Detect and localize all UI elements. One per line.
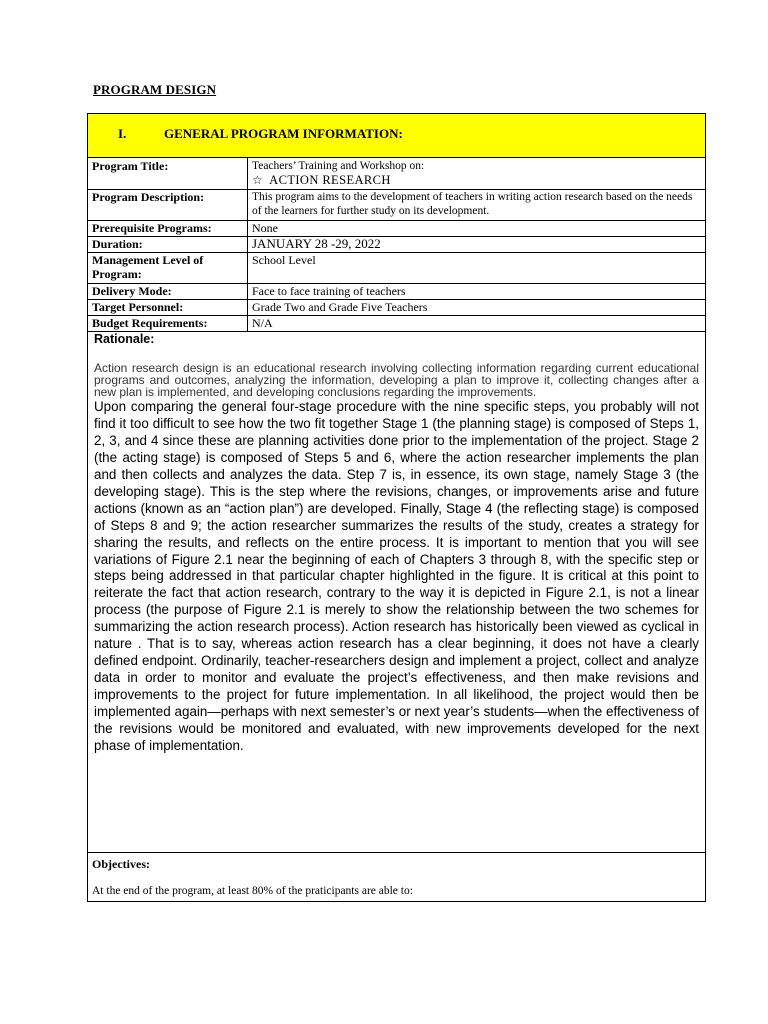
prerequisite-row [88,221,706,237]
rationale-paragraph-1: Action research design is an educational research involving collecting information regarding current educational programs and outcomes, analyzing the information, developing a plan to improve it, collecting changes after a new plan is implemented, and developing conclusions regarding the improvements. [94,361,699,399]
program-title-row [88,158,706,190]
rationale-paragraph-2: Upon comparing the general four-stage procedure with the nine specific steps, you probably will not find it too difficult to see how the two fit together Stage 1 (the planning stage) is composed of Steps 1, 2, 3, and 4 since these are planning activities done prior to the implementation of the project. Stage 2 (the acting stage) is composed of Steps 5 and 6, where the action researcher implements the plan and then collects and analyzes the data. Step 7 is, in essence, its own stage, namely Stage 3 (the developing stage). This is the step where the revisions, changes, or improvements arise and future actions (known as an “action plan”) are developed. Finally, Stage 4 (the reflecting stage) is composed of Steps 8 and 9; the action researcher summarizes the results of the study, creates a strategy for sharing the results, and reflects on the entire process. It is important to mention that you will see variations of Figure 2.1 near the beginning of each of Chapters 3 through 8, with the specific step or steps being addressed in that particular chapter highlighted in the figure. It is critical at this point to reiterate the fact that action research, contrary to the way it is depicted in Figure 2.1, is not a linear process (the purpose of Figure 2.1 is merely to show the relationship between the two schemes for summarizing the action research process). Action research has historically been viewed as cyclical in nature . That is to say, whereas action research has a clear beginning, it does not have a clearly defined endpoint. Ordinarily, teacher-researchers design and implement a project, collect and analyze data in order to monitor and evaluate the project’s effectiveness, and then make revisions and improvements to the project for future implementation. In all likelihood, the project would then be implemented again—perhaps with next semester’s or next year’s students—when the effectiveness of the revisions would be monitored and evaluated, with new improvements developed for the next phase of implementation. [94,399,699,753]
budget-label: Budget Requirements: [88,316,248,332]
objectives-cell [88,853,706,902]
program-title-label: Program Title: [88,158,248,190]
delivery-mode-row [88,284,706,300]
target-personnel-label: Target Personnel: [88,300,248,316]
duration-value: JANUARY 28 -29, 2022 [248,237,706,253]
duration-label: Duration: [88,237,248,253]
program-title-value [248,158,706,190]
program-description-value: This program aims to the development of teachers in writing action research based on the needs of the learners for further study on its development. [248,190,706,221]
objectives-text: At the end of the program, at least 80% of the praticipants are able to: [92,885,413,897]
target-personnel-value: Grade Two and Grade Five Teachers [248,300,706,316]
duration-row [88,237,706,253]
delivery-mode-label: Delivery Mode: [88,284,248,300]
objectives-row [88,853,706,902]
section-title: GENERAL PROGRAM INFORMATION: [164,126,403,141]
rationale-cell [88,332,706,853]
program-info-table [87,113,706,902]
rationale-title: Rationale: [94,332,155,346]
budget-value: N/A [248,316,706,332]
management-level-label: Management Level of Program: [88,253,248,284]
objectives-title: Objectives: [92,857,150,871]
section-number: I. [118,126,127,141]
program-title-line2 [252,173,701,187]
program-title-topic: ACTION RESEARCH [269,173,391,187]
rationale-row [88,332,706,853]
delivery-mode-value: Face to face training of teachers [248,284,706,300]
star-outline-icon: ☆ [252,173,264,187]
prerequisite-label: Prerequisite Programs: [88,221,248,237]
program-description-row [88,190,706,221]
document-heading: PROGRAM DESIGN [93,82,217,97]
program-description-label: Program Description: [88,190,248,221]
management-level-row [88,253,706,284]
program-title-line1: Teachers’ Training and Workshop on: [252,160,425,172]
prerequisite-value: None [248,221,706,237]
target-personnel-row [88,300,706,316]
management-level-value: School Level [248,253,706,284]
section-header [88,114,706,158]
budget-row [88,316,706,332]
section-header-row [88,114,706,158]
